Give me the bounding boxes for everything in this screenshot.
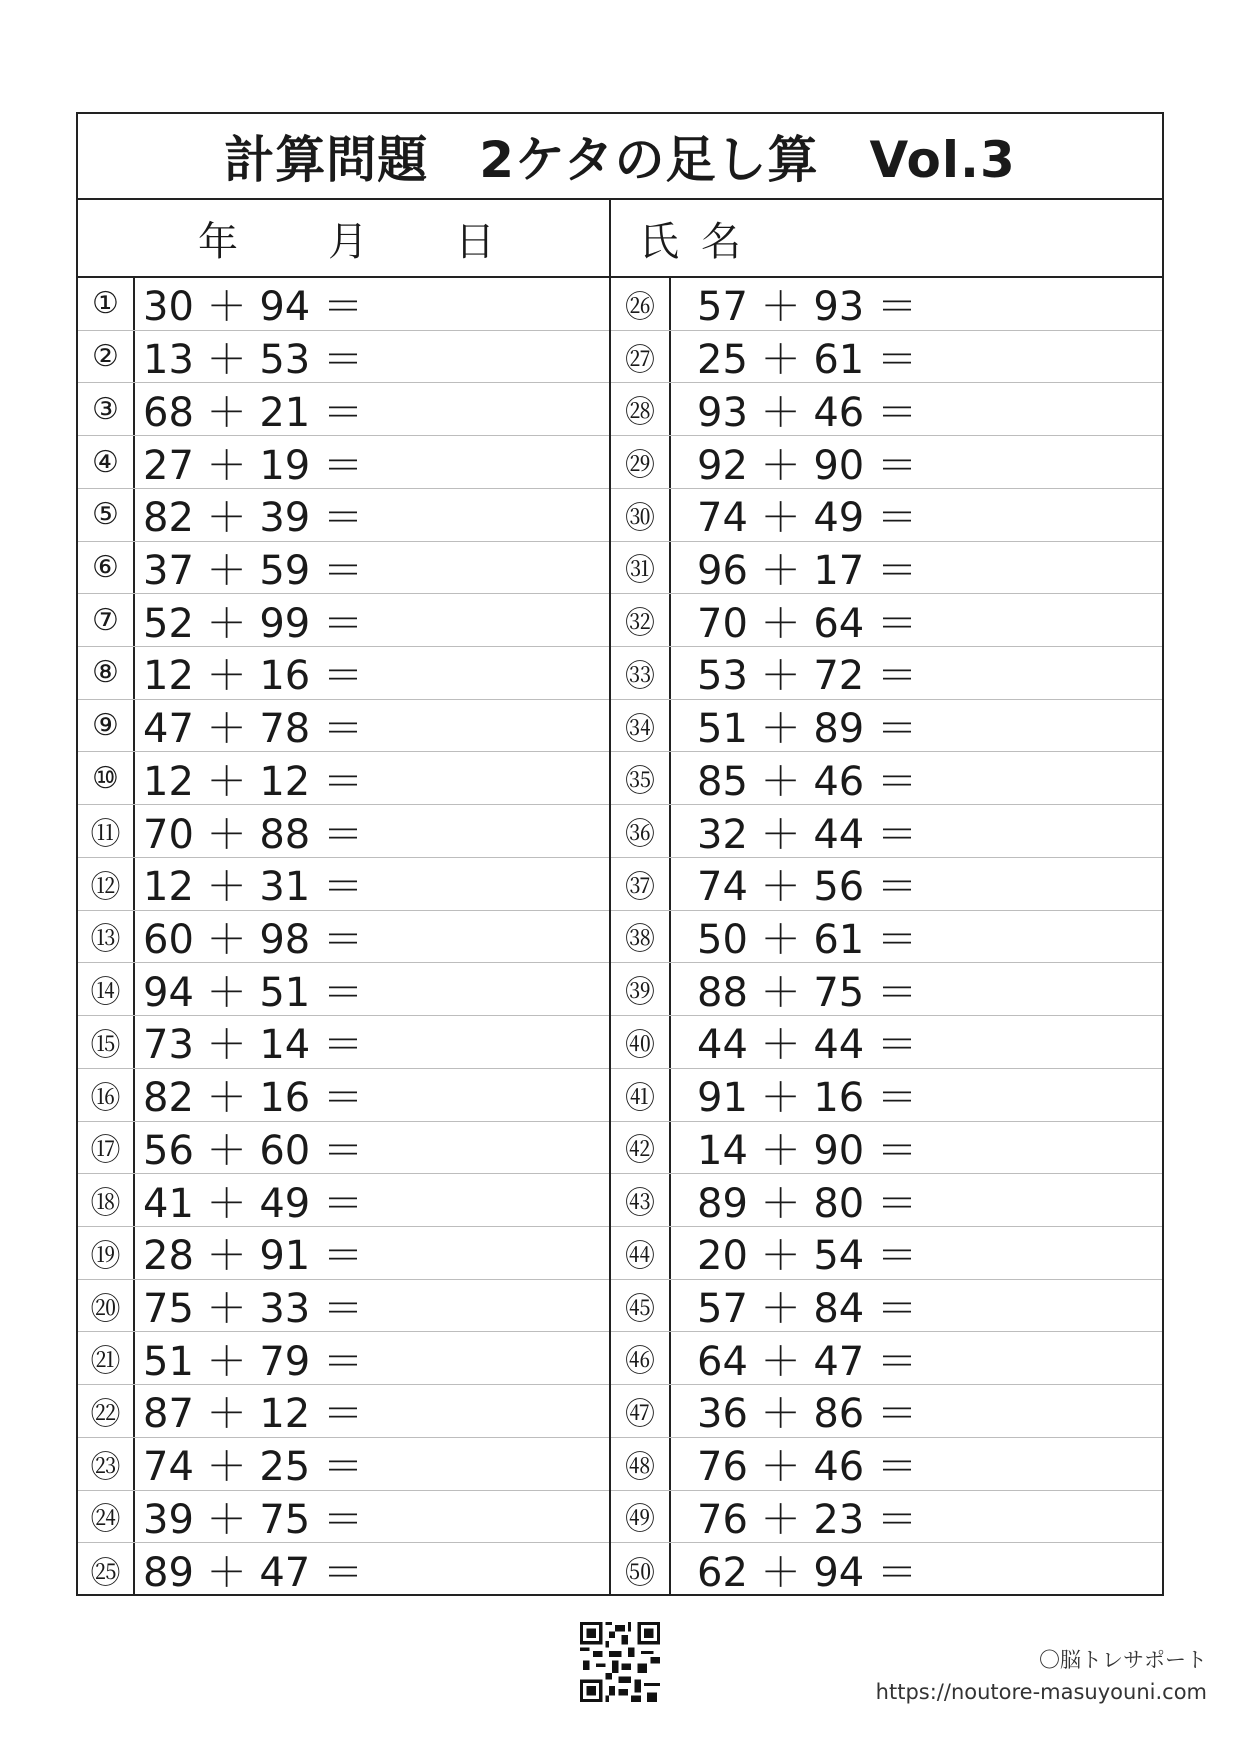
problem-expression: 12 ＋ 16 ＝ bbox=[143, 653, 363, 700]
problem-number: ㉜ bbox=[611, 594, 671, 646]
problem-row bbox=[611, 278, 1162, 331]
problem-expression: 52 ＋ 99 ＝ bbox=[143, 600, 363, 647]
problem-number: ㊲ bbox=[611, 858, 671, 910]
year-label: 年 bbox=[198, 218, 238, 265]
problem-number: ⑪ bbox=[78, 805, 135, 857]
problem-expression: 41 ＋ 49 ＝ bbox=[143, 1180, 363, 1227]
problem-number: ㊼ bbox=[611, 1385, 671, 1437]
problem-expression: 74 ＋ 49 ＝ bbox=[697, 495, 917, 542]
problem-expression: 74 ＋ 56 ＝ bbox=[697, 864, 917, 911]
problem-number: ㉞ bbox=[611, 700, 671, 752]
problem-number: ㊺ bbox=[611, 1280, 671, 1332]
problem-number: ㊸ bbox=[611, 1174, 671, 1226]
problem-number: ⑤ bbox=[78, 489, 135, 541]
problem-number: ㊿ bbox=[611, 1543, 671, 1596]
problem-row bbox=[611, 1280, 1162, 1333]
problem-row bbox=[78, 700, 609, 753]
problem-number: ㉖ bbox=[611, 278, 671, 330]
problem-row bbox=[611, 1332, 1162, 1385]
problem-number: ⑫ bbox=[78, 858, 135, 910]
problem-expression: 89 ＋ 47 ＝ bbox=[143, 1550, 363, 1597]
problem-row bbox=[611, 647, 1162, 700]
problem-expression: 70 ＋ 88 ＝ bbox=[143, 811, 363, 858]
problem-row bbox=[611, 594, 1162, 647]
problem-row bbox=[78, 1543, 609, 1596]
problem-number: ⑳ bbox=[78, 1280, 135, 1332]
problem-number: ① bbox=[78, 278, 135, 330]
problem-row bbox=[611, 911, 1162, 964]
problem-expression: 91 ＋ 16 ＝ bbox=[697, 1075, 917, 1122]
problem-row bbox=[611, 489, 1162, 542]
problem-number: ㉓ bbox=[78, 1438, 135, 1490]
problem-number: ⑮ bbox=[78, 1016, 135, 1068]
problem-number: ㉙ bbox=[611, 436, 671, 488]
problem-number: ⑧ bbox=[78, 647, 135, 699]
problem-expression: 20 ＋ 54 ＝ bbox=[697, 1233, 917, 1280]
problem-expression: 76 ＋ 23 ＝ bbox=[697, 1496, 917, 1543]
problem-row bbox=[78, 858, 609, 911]
problem-number: ⑬ bbox=[78, 911, 135, 963]
problem-expression: 57 ＋ 84 ＝ bbox=[697, 1286, 917, 1333]
problem-number: ㊶ bbox=[611, 1069, 671, 1121]
problem-row bbox=[78, 331, 609, 384]
problem-number: ③ bbox=[78, 383, 135, 435]
qr-code-icon bbox=[580, 1622, 660, 1702]
problem-number: ⑰ bbox=[78, 1122, 135, 1174]
problem-number: ⑦ bbox=[78, 594, 135, 646]
problem-number: ㊽ bbox=[611, 1438, 671, 1490]
problem-row bbox=[78, 1069, 609, 1122]
problem-expression: 92 ＋ 90 ＝ bbox=[697, 442, 917, 489]
problem-row bbox=[78, 594, 609, 647]
date-field bbox=[78, 200, 611, 276]
problem-number: ㉗ bbox=[611, 331, 671, 383]
problem-number: ㉕ bbox=[78, 1543, 135, 1596]
problem-number: ㉛ bbox=[611, 542, 671, 594]
problem-row bbox=[611, 1543, 1162, 1596]
problem-expression: 93 ＋ 46 ＝ bbox=[697, 389, 917, 436]
problem-expression: 82 ＋ 16 ＝ bbox=[143, 1075, 363, 1122]
problem-number: ㊳ bbox=[611, 911, 671, 963]
problem-expression: 88 ＋ 75 ＝ bbox=[697, 969, 917, 1016]
day-label: 日 bbox=[455, 218, 495, 265]
problem-expression: 68 ＋ 21 ＝ bbox=[143, 389, 363, 436]
problem-row bbox=[78, 436, 609, 489]
problem-expression: 30 ＋ 94 ＝ bbox=[143, 284, 363, 331]
problem-expression: 32 ＋ 44 ＝ bbox=[697, 811, 917, 858]
problem-expression: 27 ＋ 19 ＝ bbox=[143, 442, 363, 489]
problem-number: ⑨ bbox=[78, 700, 135, 752]
problem-expression: 94 ＋ 51 ＝ bbox=[143, 969, 363, 1016]
problem-expression: 39 ＋ 75 ＝ bbox=[143, 1496, 363, 1543]
problem-expression: 12 ＋ 12 ＝ bbox=[143, 758, 363, 805]
name-label-1: 氏 bbox=[639, 218, 679, 265]
problem-number: ⑩ bbox=[78, 752, 135, 804]
problem-row bbox=[611, 542, 1162, 595]
problem-expression: 51 ＋ 89 ＝ bbox=[697, 706, 917, 753]
problem-row bbox=[78, 278, 609, 331]
problem-number: ⑲ bbox=[78, 1227, 135, 1279]
problem-number: ㉝ bbox=[611, 647, 671, 699]
problem-row bbox=[78, 1385, 609, 1438]
problem-expression: 37 ＋ 59 ＝ bbox=[143, 547, 363, 594]
problem-number: ⑭ bbox=[78, 963, 135, 1015]
problem-number: ⑥ bbox=[78, 542, 135, 594]
problem-expression: 85 ＋ 46 ＝ bbox=[697, 758, 917, 805]
problem-row bbox=[78, 1227, 609, 1280]
problem-expression: 89 ＋ 80 ＝ bbox=[697, 1180, 917, 1227]
problem-row bbox=[78, 1016, 609, 1069]
name-label-2: 名 bbox=[701, 218, 741, 265]
problem-row bbox=[611, 1227, 1162, 1280]
problem-expression: 14 ＋ 90 ＝ bbox=[697, 1127, 917, 1174]
problem-row bbox=[611, 331, 1162, 384]
problem-expression: 13 ＋ 53 ＝ bbox=[143, 337, 363, 384]
problem-expression: 44 ＋ 44 ＝ bbox=[697, 1022, 917, 1069]
problem-expression: 56 ＋ 60 ＝ bbox=[143, 1127, 363, 1174]
problem-row bbox=[78, 1280, 609, 1333]
problem-number: ㊵ bbox=[611, 1016, 671, 1068]
problem-row bbox=[611, 805, 1162, 858]
problem-number: ㉑ bbox=[78, 1332, 135, 1384]
problem-row bbox=[611, 752, 1162, 805]
problem-row bbox=[78, 1174, 609, 1227]
problem-row bbox=[611, 383, 1162, 436]
problem-number: ㉒ bbox=[78, 1385, 135, 1437]
problem-number: ⑱ bbox=[78, 1174, 135, 1226]
problem-row bbox=[611, 1069, 1162, 1122]
problem-expression: 74 ＋ 25 ＝ bbox=[143, 1444, 363, 1491]
problem-expression: 36 ＋ 86 ＝ bbox=[697, 1391, 917, 1438]
problem-expression: 53 ＋ 72 ＝ bbox=[697, 653, 917, 700]
problem-expression: 75 ＋ 33 ＝ bbox=[143, 1286, 363, 1333]
problem-row bbox=[78, 1122, 609, 1175]
problem-number: ② bbox=[78, 331, 135, 383]
problem-number: ㊹ bbox=[611, 1227, 671, 1279]
problem-expression: 12 ＋ 31 ＝ bbox=[143, 864, 363, 911]
problem-number: ㉔ bbox=[78, 1491, 135, 1543]
problem-expression: 64 ＋ 47 ＝ bbox=[697, 1338, 917, 1385]
problem-number: ④ bbox=[78, 436, 135, 488]
problem-row bbox=[611, 858, 1162, 911]
worksheet-title: 計算問題 2ケタの足し算 Vol.3 bbox=[78, 114, 1162, 200]
problem-grid bbox=[78, 278, 1162, 1596]
month-label: 月 bbox=[328, 218, 368, 265]
problem-row bbox=[611, 1174, 1162, 1227]
problem-expression: 62 ＋ 94 ＝ bbox=[697, 1550, 917, 1597]
problem-row bbox=[611, 1122, 1162, 1175]
problem-row bbox=[611, 1491, 1162, 1544]
problem-row bbox=[611, 1438, 1162, 1491]
problem-expression: 70 ＋ 64 ＝ bbox=[697, 600, 917, 647]
problem-row bbox=[78, 489, 609, 542]
footer-brand: 〇脳トレサポート bbox=[1039, 1648, 1207, 1672]
problem-number: ㊴ bbox=[611, 963, 671, 1015]
problem-expression: 60 ＋ 98 ＝ bbox=[143, 916, 363, 963]
problem-row bbox=[78, 963, 609, 1016]
name-field bbox=[611, 200, 1162, 276]
problem-column-right bbox=[611, 278, 1162, 1596]
problem-row bbox=[78, 542, 609, 595]
problem-expression: 57 ＋ 93 ＝ bbox=[697, 284, 917, 331]
problem-expression: 96 ＋ 17 ＝ bbox=[697, 547, 917, 594]
footer-url: https://noutore-masuyouni.com bbox=[875, 1680, 1207, 1704]
problem-expression: 76 ＋ 46 ＝ bbox=[697, 1444, 917, 1491]
problem-row bbox=[78, 1332, 609, 1385]
worksheet bbox=[76, 112, 1164, 1596]
problem-number: ⑯ bbox=[78, 1069, 135, 1121]
problem-row bbox=[611, 1016, 1162, 1069]
problem-expression: 82 ＋ 39 ＝ bbox=[143, 495, 363, 542]
problem-expression: 50 ＋ 61 ＝ bbox=[697, 916, 917, 963]
problem-number: ㉟ bbox=[611, 752, 671, 804]
problem-number: ㊱ bbox=[611, 805, 671, 857]
problem-row bbox=[78, 647, 609, 700]
problem-number: ㉚ bbox=[611, 489, 671, 541]
problem-expression: 73 ＋ 14 ＝ bbox=[143, 1022, 363, 1069]
problem-number: ㊻ bbox=[611, 1332, 671, 1384]
problem-row bbox=[78, 752, 609, 805]
problem-row bbox=[611, 1385, 1162, 1438]
problem-number: ㊾ bbox=[611, 1491, 671, 1543]
header-row bbox=[78, 200, 1162, 278]
problem-expression: 28 ＋ 91 ＝ bbox=[143, 1233, 363, 1280]
problem-expression: 25 ＋ 61 ＝ bbox=[697, 337, 917, 384]
problem-expression: 47 ＋ 78 ＝ bbox=[143, 706, 363, 753]
problem-row bbox=[78, 911, 609, 964]
problem-expression: 51 ＋ 79 ＝ bbox=[143, 1338, 363, 1385]
problem-row bbox=[78, 1438, 609, 1491]
problem-row bbox=[611, 963, 1162, 1016]
problem-expression: 87 ＋ 12 ＝ bbox=[143, 1391, 363, 1438]
problem-row bbox=[611, 700, 1162, 753]
problem-row bbox=[78, 383, 609, 436]
problem-row bbox=[78, 1491, 609, 1544]
problem-row bbox=[611, 436, 1162, 489]
problem-number: ㊷ bbox=[611, 1122, 671, 1174]
problem-row bbox=[78, 805, 609, 858]
problem-number: ㉘ bbox=[611, 383, 671, 435]
problem-column-left bbox=[78, 278, 611, 1596]
